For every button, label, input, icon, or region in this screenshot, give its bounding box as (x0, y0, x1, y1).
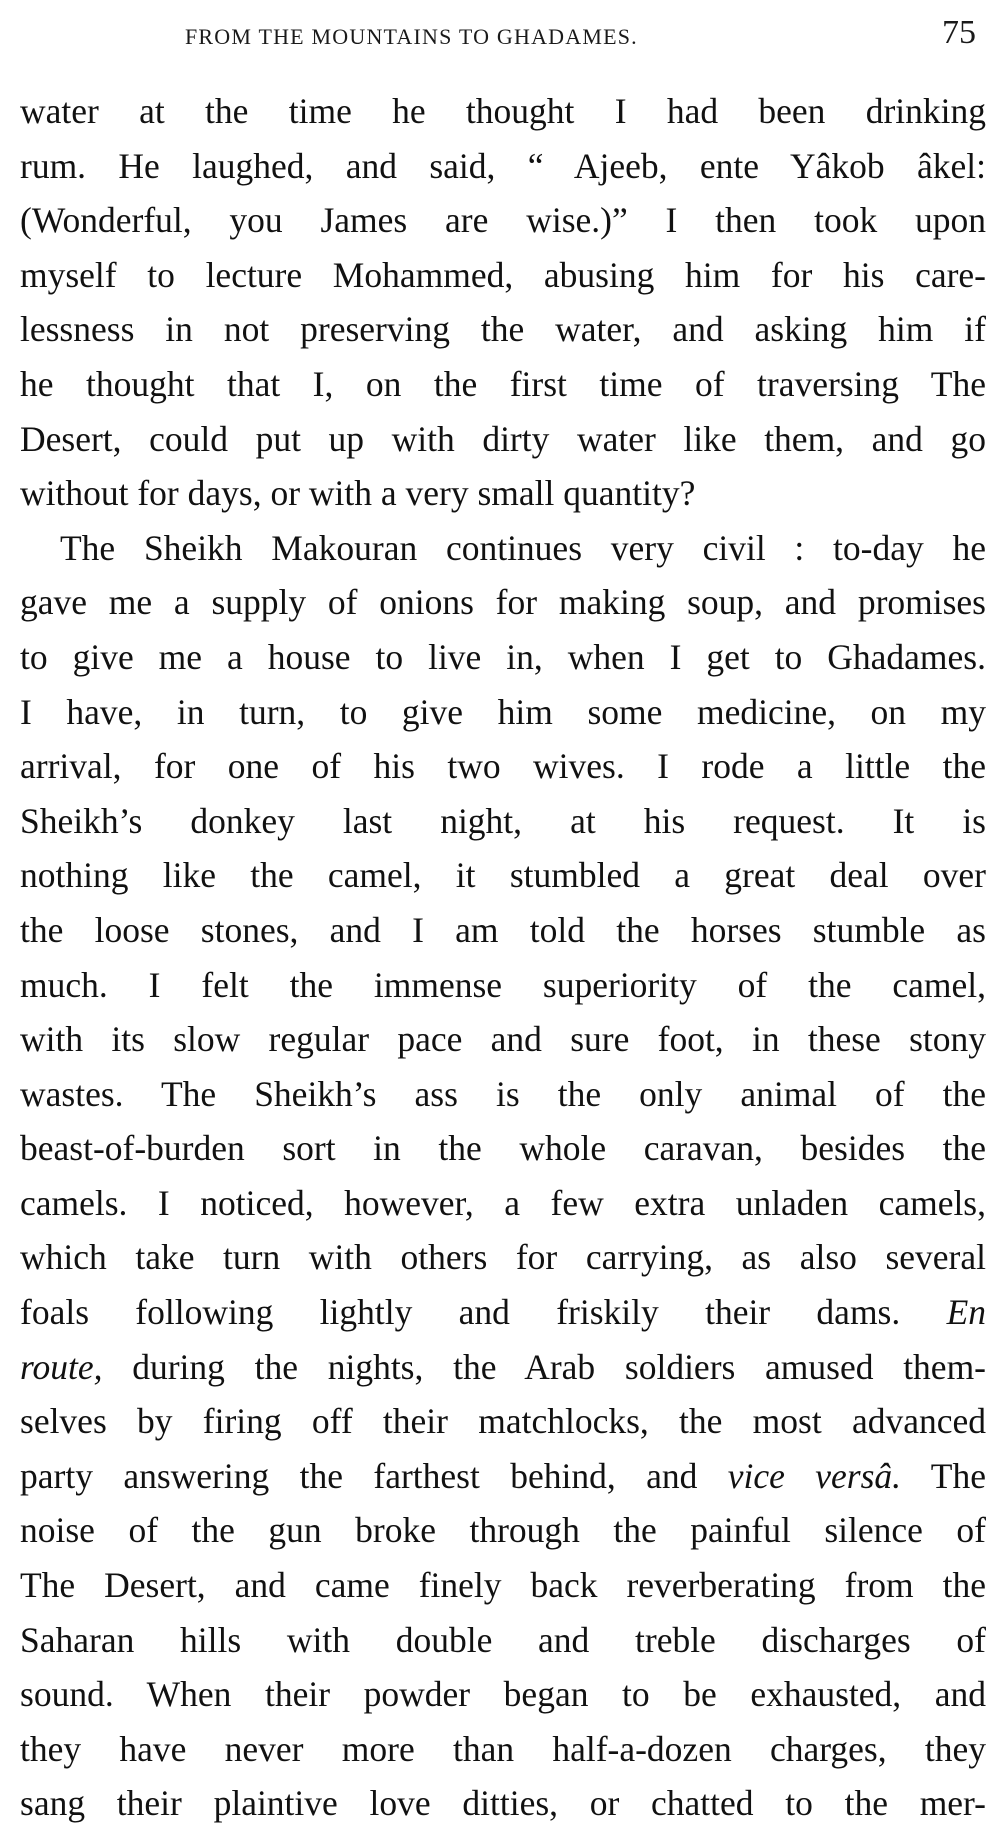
text-line: sound. When their powder began to be exhausted, and (20, 1674, 986, 1715)
text-line: much. I felt the immense superiority of the camel, (20, 964, 986, 1005)
paragraph-2 (20, 521, 986, 1831)
italic-phrase: route, (20, 1346, 103, 1387)
text-line-with-italic (20, 1340, 986, 1395)
text-fragment: foals following lightly and friskily their dams. (20, 1292, 901, 1333)
text-line-with-italic (20, 1449, 986, 1504)
text-fragment: party answering the farthest behind, and (20, 1455, 698, 1496)
text-line: they have never more than half-a-dozen charges, they (20, 1728, 986, 1769)
text-line: the loose stones, and I am told the horses stumble as (20, 909, 986, 950)
page-header (0, 14, 1000, 64)
text-line: to give me a house to live in, when I get to Ghadames. (20, 636, 986, 677)
text-line: sang their plaintive love ditties, or chatted to the mer- (20, 1783, 986, 1824)
text-line-with-italic (20, 1285, 986, 1340)
running-head: FROM THE MOUNTAINS TO GHADAMES. (185, 24, 638, 49)
paragraph-1 (20, 84, 986, 521)
text-line: wastes. The Sheikh’s ass is the only animal of the (20, 1073, 986, 1114)
text-line: Desert, could put up with dirty water like them, and go (20, 418, 986, 459)
text-line: I have, in turn, to give him some medicine, on my (20, 691, 986, 732)
text-line: The Sheikh Makouran continues very civil : to-day he (60, 527, 986, 568)
text-line: water at the time he thought I had been drinking (20, 91, 986, 131)
text-line: myself to lecture Mohammed, abusing him for his care- (20, 254, 986, 295)
text-line: camels. I noticed, however, a few extra unladen camels, (20, 1182, 986, 1223)
text-line: which take turn with others for carrying, as also several (20, 1237, 986, 1278)
text-line: Sheikh’s donkey last night, at his request. It is (20, 800, 986, 841)
text-line: noise of the gun broke through the painful silence of (20, 1510, 986, 1551)
text-line: lessness in not preserving the water, and asking him if (20, 309, 986, 350)
text-line: nothing like the camel, it stumbled a great deal over (20, 855, 986, 896)
text-line: arrival, for one of his two wives. I rode a little the (20, 746, 986, 787)
text-line: selves by firing off their matchlocks, the most advanced (20, 1401, 986, 1442)
text-line: without for days, or with a very small quantity? (20, 473, 696, 514)
italic-phrase: vice versâ. (727, 1455, 902, 1496)
text-line: gave me a supply of onions for making soup, and promises (20, 582, 986, 623)
text-line: The Desert, and came finely back reverberating from the (20, 1565, 986, 1606)
text-line: beast-of-burden sort in the whole caravan, besides the (20, 1128, 986, 1169)
text-line: Saharan hills with double and treble discharges of (20, 1619, 986, 1660)
text-line: rum. He laughed, and said, “ Ajeeb, ente Yâkob âkel: (20, 145, 986, 186)
page-number: 75 (942, 14, 976, 51)
text-fragment: The (930, 1455, 986, 1496)
text-line: he thought that I, on the first time of traversing The (20, 363, 986, 404)
text-fragment: during the nights, the Arab soldiers amused them- (132, 1346, 987, 1387)
text-line: (Wonderful, you James are wise.)” I then took upon (20, 200, 986, 241)
body-text (20, 84, 986, 1831)
text-line: with its slow regular pace and sure foot, in these stony (20, 1019, 986, 1060)
italic-phrase: En (946, 1292, 986, 1333)
